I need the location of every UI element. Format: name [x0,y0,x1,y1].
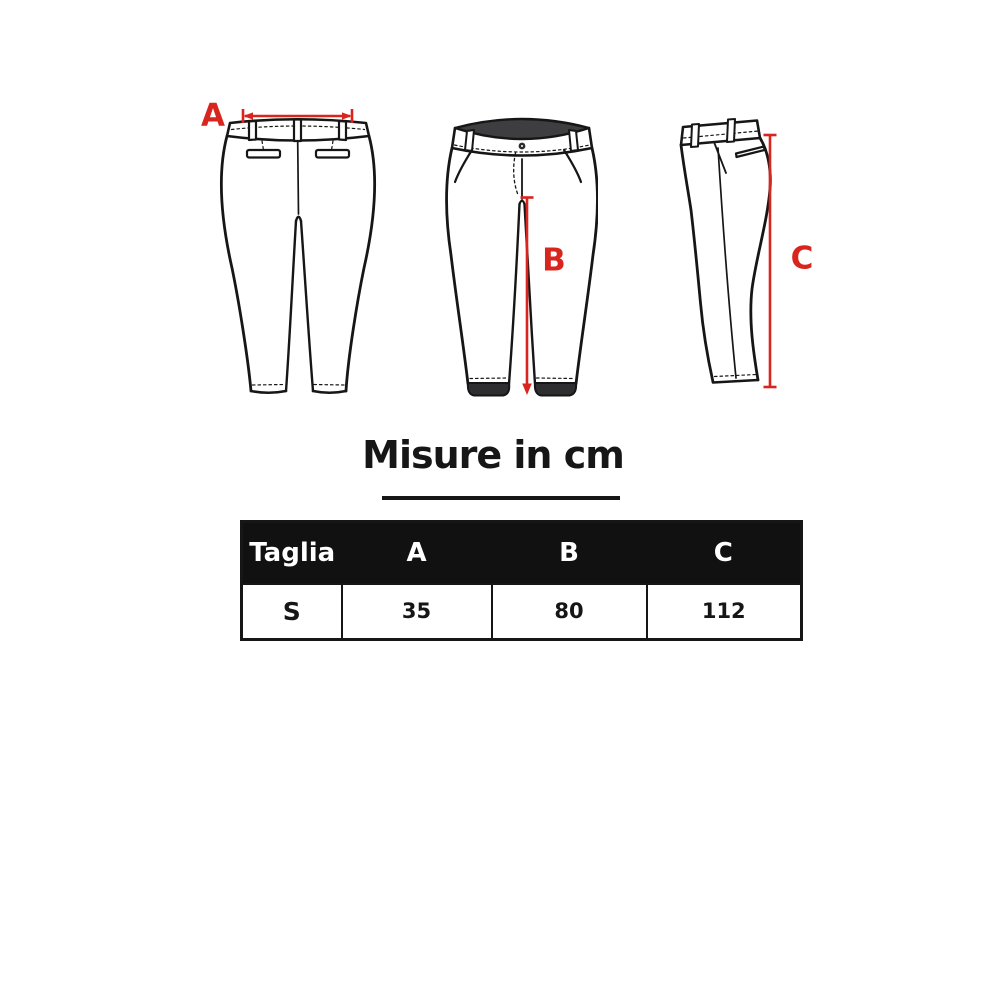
back-outline [221,123,374,393]
size-table [240,520,803,641]
header-cell-a: A [342,522,492,584]
side-back-pocket [736,147,765,158]
header-cell-taglia: Taglia [242,522,342,584]
belt-loop [339,121,346,140]
belt-loop [249,121,256,140]
measurement-line-b [521,198,534,396]
size-table-header-row [242,522,802,584]
cell-size-s: S [242,584,342,640]
belt-loop [727,119,735,142]
cell-measure-a: 35 [342,584,492,640]
belt-loop [465,130,474,151]
cell-measure-b: 80 [492,584,647,640]
measure-label-b: B [542,242,566,279]
size-chart-title: Misure in cm [362,433,624,477]
back-waistband [227,119,369,141]
belt-loop [569,130,578,151]
measure-label-a: A [201,97,225,134]
belt-loop [294,120,301,142]
measure-label-c: C [790,240,814,277]
pants-back-view-drawing [205,100,385,405]
pants-front-view-drawing [438,103,598,408]
belt-loop [691,124,699,147]
header-cell-c: C [647,522,802,584]
front-hems [468,378,576,396]
size-table-row [242,584,802,640]
measurement-line-c [764,135,777,387]
crease-line [718,148,736,378]
fly-stitching [514,153,522,199]
title-underline [382,496,620,500]
side-waistband [681,119,760,147]
header-cell-b: B [492,522,647,584]
cell-measure-c: 112 [647,584,802,640]
